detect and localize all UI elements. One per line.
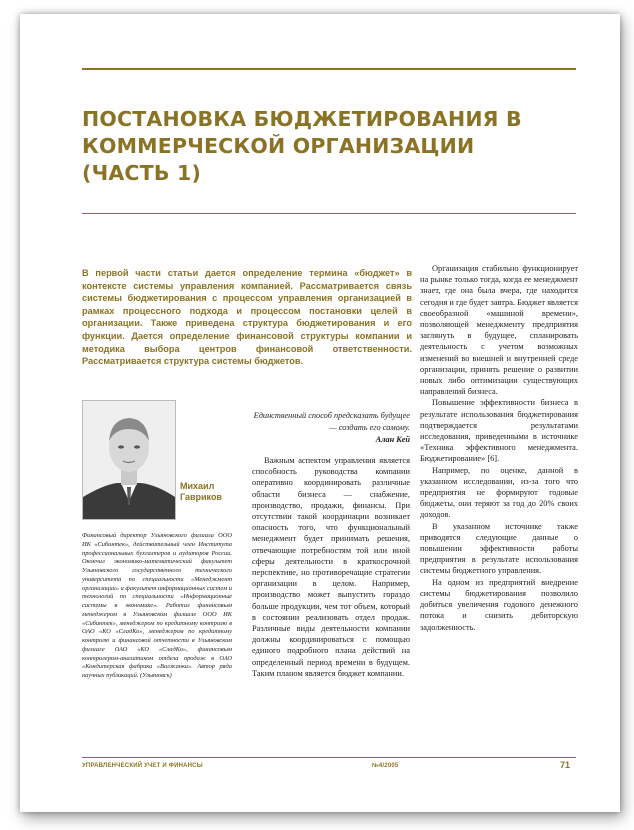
article-abstract: В первой части статьи дается определение термина «бюджет» в контексте системы управления компанией. Рассматривается связь системы бюджетирования с процессом управления организацией в рамках процессного подхода и процессом постановки целей в организации. Также приведена структура бюджетирования и его функции. Дается определение финансовой структуры компании и методика выбора центров финансовой ответственности. Рассматривается структура системы бюджетов. bbox=[82, 268, 412, 367]
page-number: 71 bbox=[560, 760, 571, 770]
paragraph: Повышение эффективности бизнеса в результате использования бюджетирования подтверждается результатами исследования, приведенными в источнике «Техника эффективного менеджмента. Бюджетирование» [6]. bbox=[420, 398, 578, 464]
author-bio: Финансовый директор Ульяновского филиала ООО ИК «Сибинтек», действительный член Института профессиональных бухгалтеров и аудиторов России. Окончил экономико-математический факультет Ульяновского государственного технического университета по специальности «Менеджмент организации» и факультет информационных систем и технологий по специальности «Информационные системы в экономике». Работал финансовым менеджером в Ульяновском филиале ООО ИК «Сибинтек», менеджером по кредитному контролю в ОАО «КО «СладКо», менеджером по кредитному контролю и финансовой отчетности в Ульяновском филиале ОАО «КО «СладКо», финансовым контролером-аналитиком отдела продаж в ОАО «Кондитерская фабрика «Волжанка». Автор ряда научных публикаций. (Ульяновск) bbox=[82, 532, 232, 679]
footer-journal-name: УПРАВЛЕНЧЕСКИЙ УЧЕТ И ФИНАНСЫ bbox=[82, 763, 203, 769]
paragraph: Например, по оценке, данной в указанном исследовании, из-за того что предприятия не формируют годовые бюджеты, они теряют за год до 20% своих доходов. bbox=[420, 465, 578, 520]
paragraph: В указанном источнике также приводятся следующие данные о повышении эффективности работы предприятия в результате использования системы бюджетного управления. bbox=[420, 521, 578, 576]
author-last-name: Гавриков bbox=[180, 492, 222, 502]
author-name bbox=[180, 481, 222, 503]
footer-rule bbox=[82, 757, 576, 758]
epigraph-author: Алан Кей bbox=[375, 435, 410, 444]
article-title: ПОСТАНОВКА БЮДЖЕТИРОВАНИЯ В КОММЕРЧЕСКОЙ ОРГАНИЗАЦИИ (ЧАСТЬ 1) bbox=[82, 107, 522, 185]
author-first-name: Михаил bbox=[180, 481, 215, 491]
body-column-3 bbox=[420, 263, 578, 633]
paragraph: На одном из предприятий внедрение системы бюджетирования позволило добиться увеличения годового денежного потока и снизить дебиторскую задолженность. bbox=[420, 577, 578, 632]
footer-issue: №4/2005 bbox=[372, 763, 399, 769]
body-column-2 bbox=[252, 455, 410, 679]
top-rule bbox=[82, 68, 576, 70]
epigraph-text: Единственный способ предсказать будущее — создать его самому. bbox=[253, 411, 410, 432]
paragraph: Важным аспектом управления является способность руководства компании оперативно координировать различные области бизнеса — снабжение, производство, продажи, финансы. При отсутствии такой координации возникает опасность того, что функциональный менеджмент будет принимать решения, отвечающие потребностям той или иной сферы деятельности в краткосрочной перспективе, но противоречащие стратегии организации в целом. Например, производство может выпустить гораздо больше продукции, чем тот объем, который в состоянии реализовать отдел продаж. Различные виды деятельности компании должны координироваться с помощью единого подробного плана действий на определенный период времени в будущем. Таким планом является бюджет компании. bbox=[252, 456, 410, 678]
title-rule bbox=[82, 213, 576, 214]
paragraph: Организация стабильно функционирует на рынке только тогда, когда ее менеджмент знает, где она была вчера, где находится сегодня и где будет завтра. Бюджет является своеобразной «машиной времени», позволяющей менеджменту предприятия заглянуть в будущее, спланировать деятельность с учетом возможных изменений во внешней и внутренней среде организации, принять решение о развитии новых либо оптимизации существующих направлений бизнеса. bbox=[420, 264, 578, 397]
journal-page bbox=[20, 14, 620, 812]
author-photo bbox=[82, 400, 176, 520]
